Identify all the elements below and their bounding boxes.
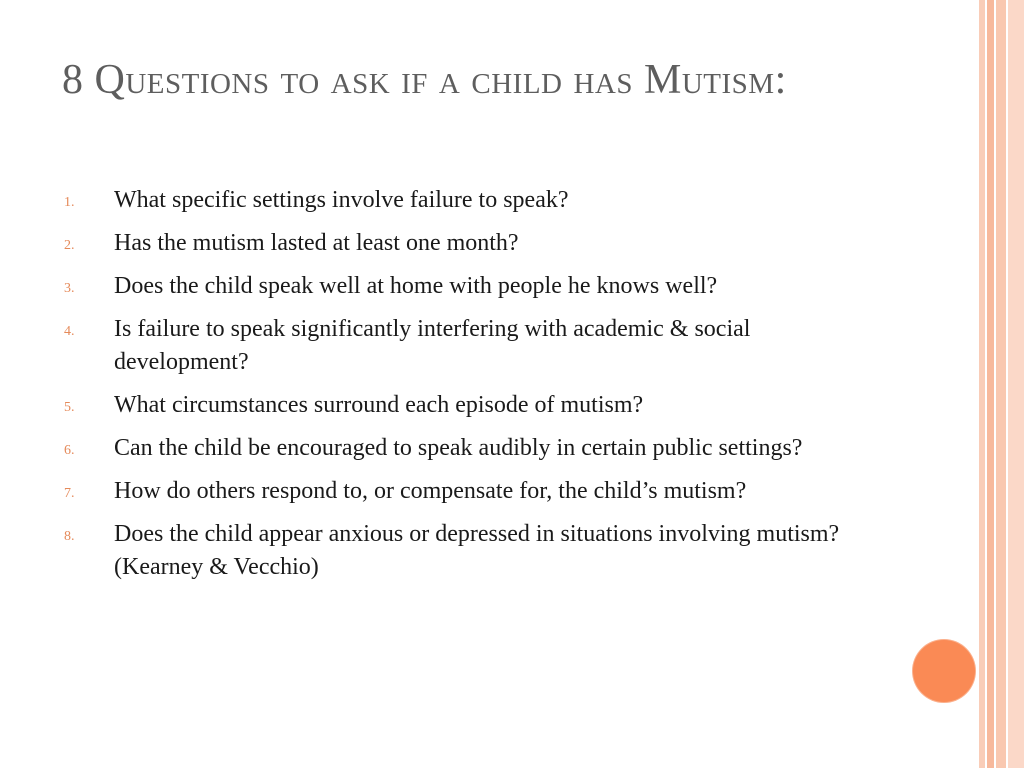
item-text: Has the mutism lasted at least one month?: [114, 230, 519, 256]
decorative-stripe: [996, 0, 1006, 768]
list-item: [64, 227, 884, 260]
item-text: Can the child be encouraged to speak audibly in certain public settings?: [114, 435, 803, 461]
item-number: 8.: [64, 529, 75, 544]
list-item: [64, 475, 884, 508]
item-number: 6.: [64, 443, 75, 458]
decorative-stripe: [987, 0, 994, 768]
item-text: What circumstances surround each episode of mutism?: [114, 392, 644, 418]
item-number: 7.: [64, 486, 75, 501]
item-text: Does the child appear anxious or depressed in situations involving mutism? (Kearney & Vecchio): [114, 521, 840, 580]
list-item: [64, 432, 884, 465]
list-item: [64, 389, 884, 422]
question-list: [64, 184, 884, 594]
item-number: 4.: [64, 324, 75, 339]
list-item: [64, 313, 884, 379]
decorative-circle: [913, 640, 975, 702]
item-text: Is failure to speak significantly interfering with academic & social development?: [114, 316, 751, 375]
slide-title: 8 Questions to ask if a child has Mutism:: [62, 57, 787, 103]
item-number: 3.: [64, 281, 75, 296]
list-item: [64, 518, 884, 584]
item-number: 1.: [64, 195, 75, 210]
list-item: [64, 184, 884, 217]
item-text: How do others respond to, or compensate for, the child’s mutism?: [114, 478, 747, 504]
item-number: 2.: [64, 238, 75, 253]
item-text: Does the child speak well at home with people he knows well?: [114, 273, 718, 299]
decorative-stripe: [1008, 0, 1024, 768]
list-item: [64, 270, 884, 303]
item-number: 5.: [64, 400, 75, 415]
item-text: What specific settings involve failure to speak?: [114, 187, 569, 213]
